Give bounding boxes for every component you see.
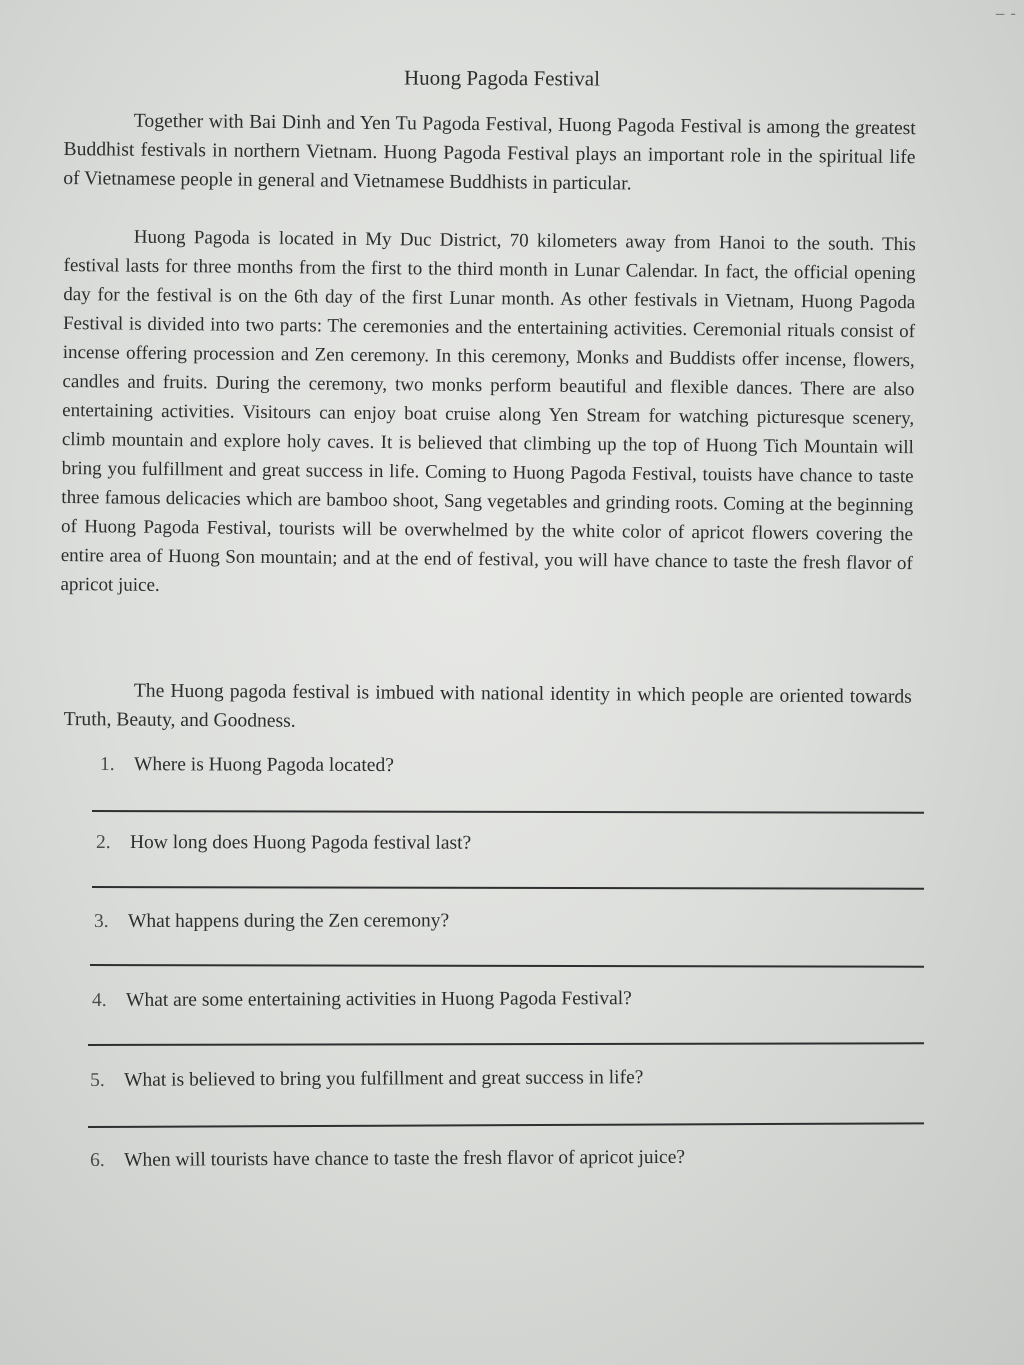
answer-line-1[interactable] (92, 810, 924, 814)
question-text: What is believed to bring you fulfillment and great success in life? (123, 1067, 644, 1091)
question-number: 1. (99, 754, 115, 776)
question-1 (100, 754, 394, 777)
question-6 (90, 1147, 685, 1172)
question-number: 5. (90, 1069, 105, 1091)
document-title: Huong Pagoda Festival (403, 65, 601, 91)
question-number: 6. (90, 1149, 105, 1171)
question-5 (90, 1067, 643, 1092)
question-2 (96, 832, 471, 855)
answer-line-4[interactable] (88, 1042, 924, 1046)
question-3 (94, 910, 449, 933)
question-number: 3. (94, 910, 109, 932)
question-text: How long does Huong Pagoda festival last? (129, 832, 472, 854)
question-text: What are some entertaining activities in Huong Pagoda Festival? (125, 988, 632, 1011)
question-text: When will tourists have chance to taste the fresh flavor of apricot juice? (123, 1146, 686, 1171)
answer-line-3[interactable] (90, 964, 924, 968)
answer-line-2[interactable] (92, 886, 924, 890)
answer-line-5[interactable] (88, 1122, 924, 1128)
question-number: 2. (95, 832, 111, 854)
question-text: What happens during the Zen ceremony? (127, 910, 450, 932)
paragraph-conclusion: The Huong pagoda festival is imbued with national identity in which people are oriented towards Truth, Beauty, and Goodness. (63, 680, 912, 732)
question-4 (92, 988, 632, 1012)
question-text: Where is Huong Pagoda located? (133, 754, 394, 777)
corner-smudge-mark: ‒ ‐ (994, 4, 1016, 23)
question-number: 4. (92, 989, 107, 1011)
paragraph-intro: Together with Bai Dinh and Yen Tu Pagoda Festival, Huong Pagoda Festival is among the greatest Buddhist festivals in northern Vietnam. Huong Pagoda Festival plays an important role in the spiritual life of Vietnamese people in general and Vietnamese Buddhists in particular. (63, 110, 916, 195)
paragraph-details: Huong Pagoda is located in My Duc District, 70 kilometers away from Hanoi to the south. This festival lasts for three months from the first to the third month in Lunar Calendar. In fact, the official opening day for the festival is on the 6th day of the first Lunar month. As other festivals in Vietnam, Huong Pagoda Festival is divided into two parts: The ceremonies and the entertaining activities. Ceremonial rituals consist of incense offering procession and Zen ceremony. In this ceremony, Monks and Buddists offer incense, flowers, candles and fruits. During the ceremony, two monks perform beautiful and flexible dances. There are also entertaining activities. Visitours can enjoy boat cruise along Yen Stream for watching picturesque scenery, climb mountain and explore holy caves. It is believed that climbing up the top of Huong Tich Mountain will bring you fulfillment and great success in life. Coming to Huong Pagoda Festival, touists have chance to taste three famous delicacies which are bamboo shoot, Sang vegetables and grinding roots. Coming at the beginning of Huong Pagoda Festival, tourists will be overwhelmed by the white color of apricot flowers covering the entire area of Huong Son mountain; and at the end of festival, you will have chance to taste the fresh flavor of apricot juice. (60, 226, 916, 596)
